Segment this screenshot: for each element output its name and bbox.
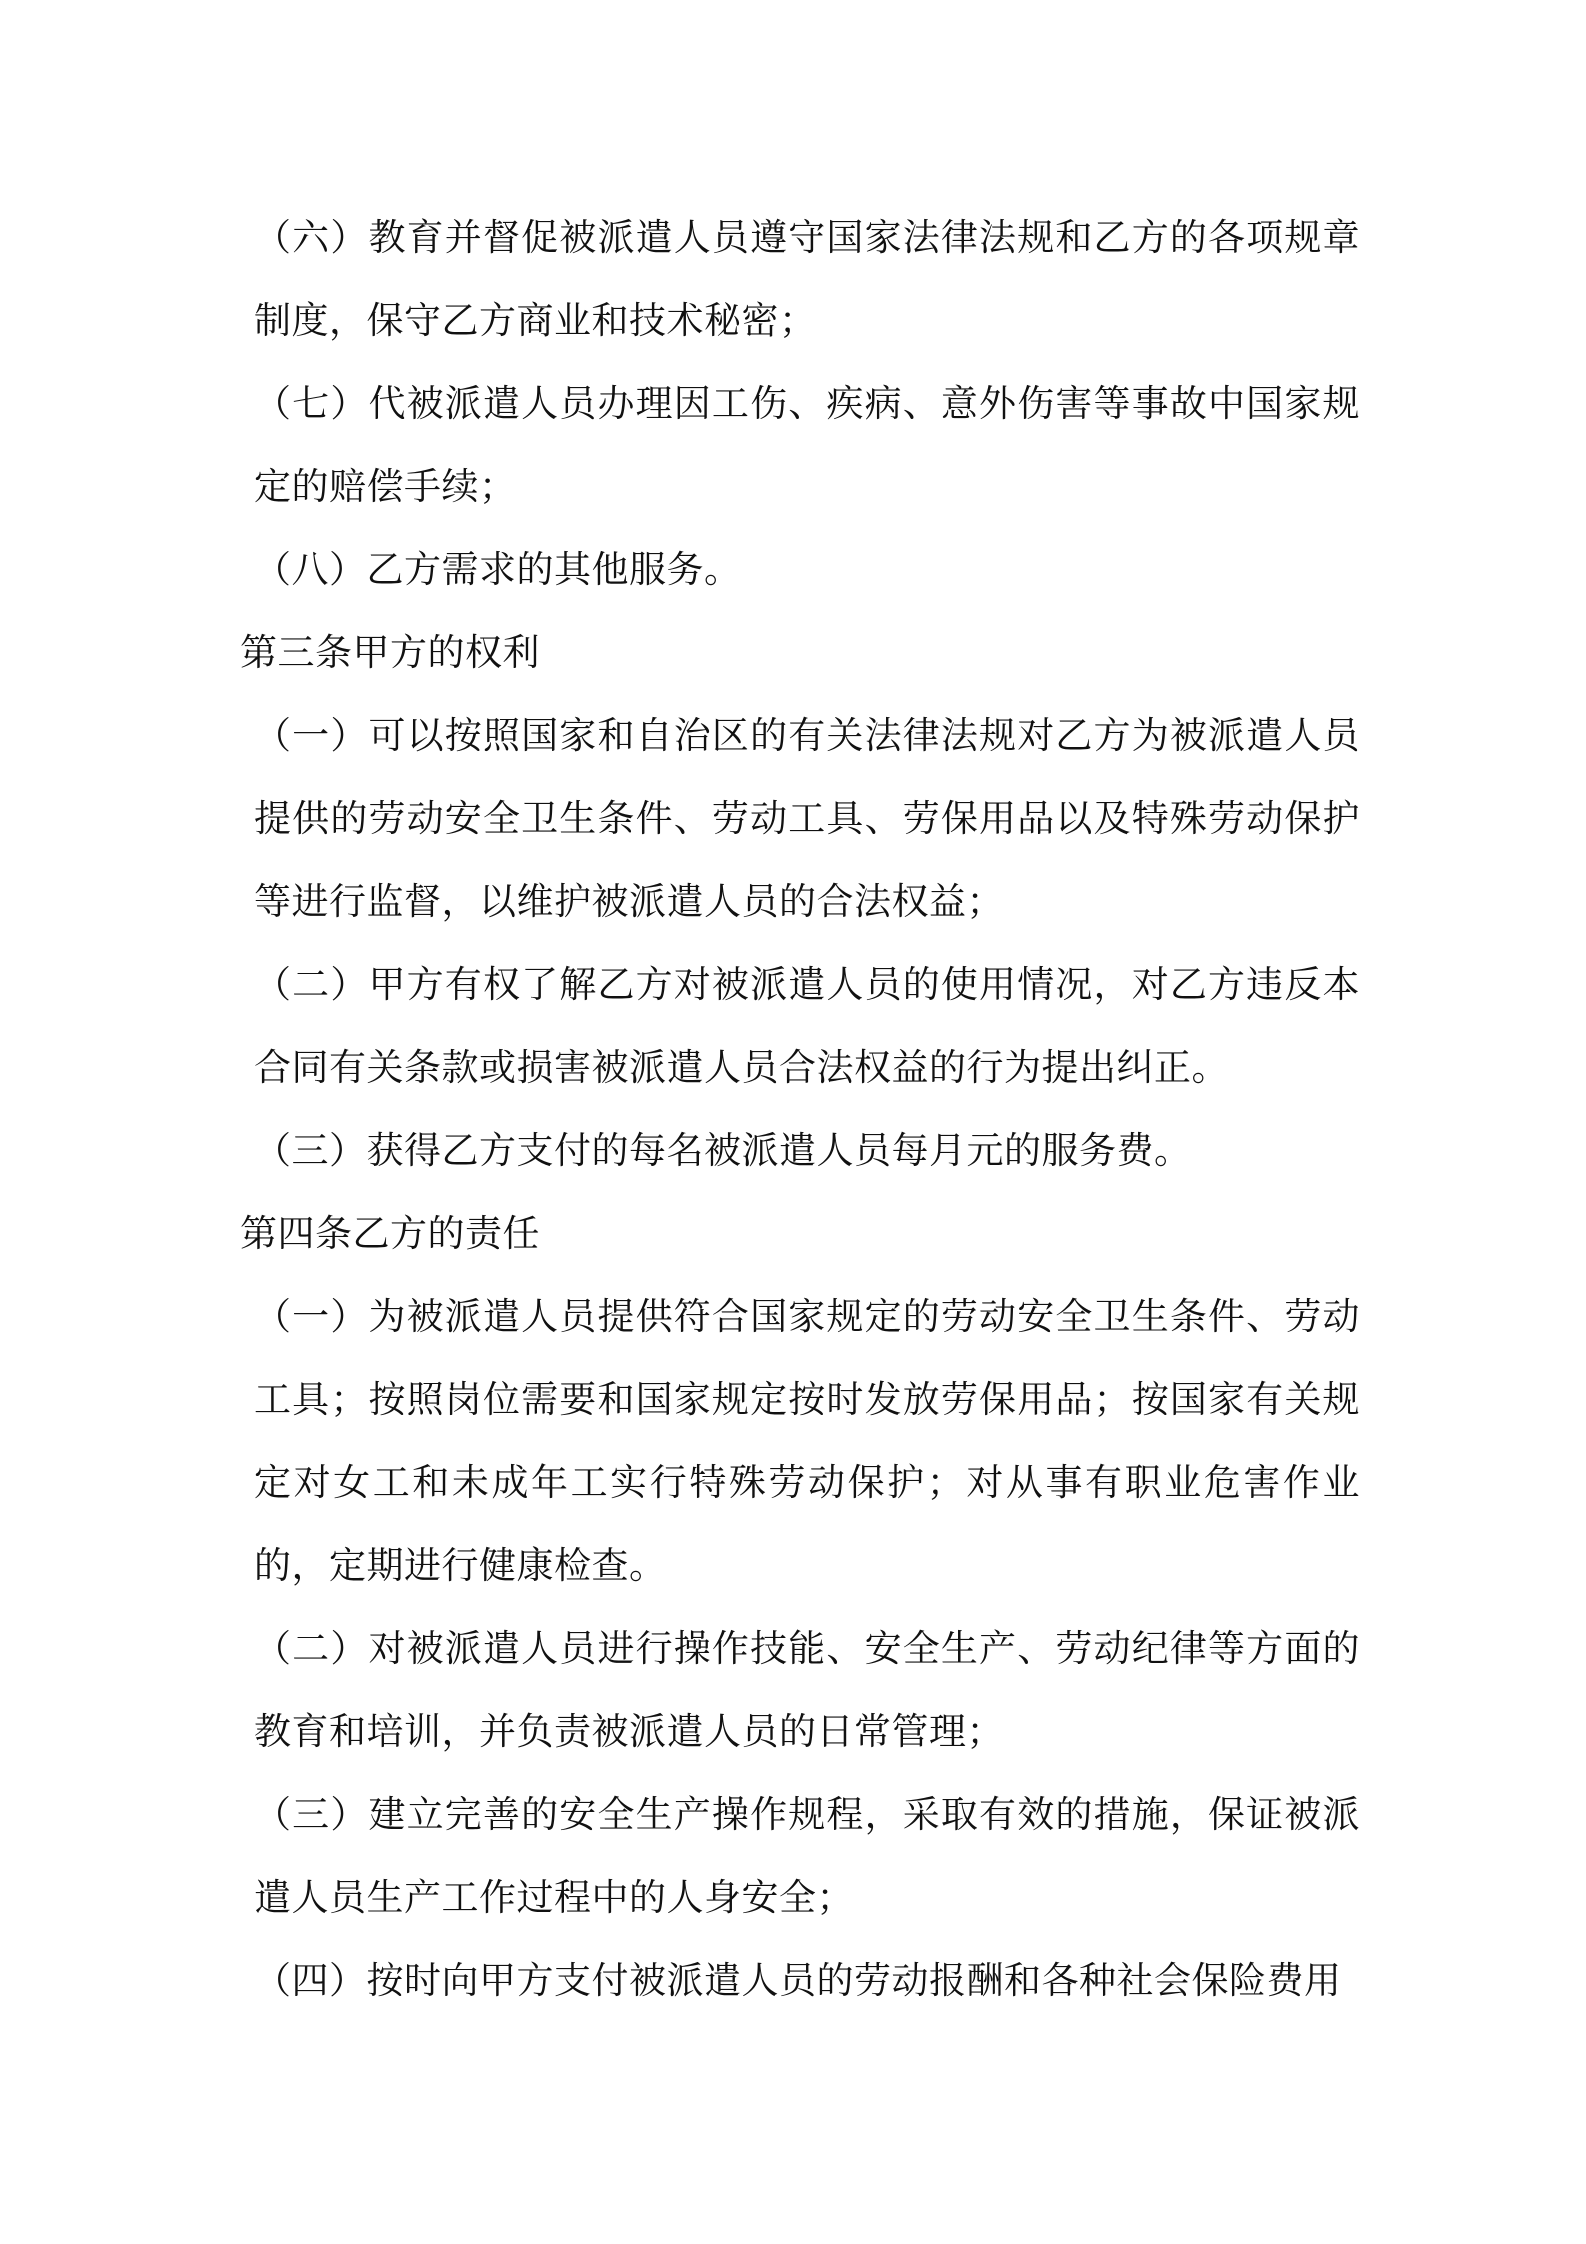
clause-item-8: （八）乙方需求的其他服务。 (254, 548, 742, 591)
article-4-heading: 第四条乙方的责任 (240, 1212, 540, 1255)
article-4-item-3: （三）建立完善的安全生产操作规程，采取有效的措施，保证被派遣人员生产工作过程中的人身安全； (254, 1793, 1360, 1919)
article-3-item-3: （三）获得乙方支付的每名被派遣人员每月元的服务费。 (254, 1129, 1192, 1172)
clause-item-6: （六）教育并督促被派遣人员遵守国家法律法规和乙方的各项规章制度，保守乙方商业和技术秘密； (254, 216, 1360, 342)
document-body (240, 196, 1360, 2022)
article-3-item-2: （二）甲方有权了解乙方对被派遣人员的使用情况，对乙方违反本合同有关条款或损害被派遣人员合法权益的行为提出纠正。 (254, 963, 1360, 1089)
article-3-item-1: （一）可以按照国家和自治区的有关法律法规对乙方为被派遣人员提供的劳动安全卫生条件、劳动工具、劳保用品以及特殊劳动保护等进行监督，以维护被派遣人员的合法权益； (254, 714, 1360, 923)
article-3-heading: 第三条甲方的权利 (240, 631, 540, 674)
article-4-item-1: （一）为被派遣人员提供符合国家规定的劳动安全卫生条件、劳动工具；按照岗位需要和国家规定按时发放劳保用品；按国家有关规定对女工和未成年工实行特殊劳动保护；对从事有职业危害作业的，定期进行健康检查。 (254, 1295, 1360, 1587)
article-4-item-2: （二）对被派遣人员进行操作技能、安全生产、劳动纪律等方面的教育和培训，并负责被派遣人员的日常管理； (254, 1627, 1360, 1753)
article-4-item-4: （四）按时向甲方支付被派遣人员的劳动报酬和各种社会保险费用 (254, 1959, 1342, 2002)
clause-item-7: （七）代被派遣人员办理因工伤、疾病、意外伤害等事故中国家规定的赔偿手续； (254, 382, 1360, 508)
